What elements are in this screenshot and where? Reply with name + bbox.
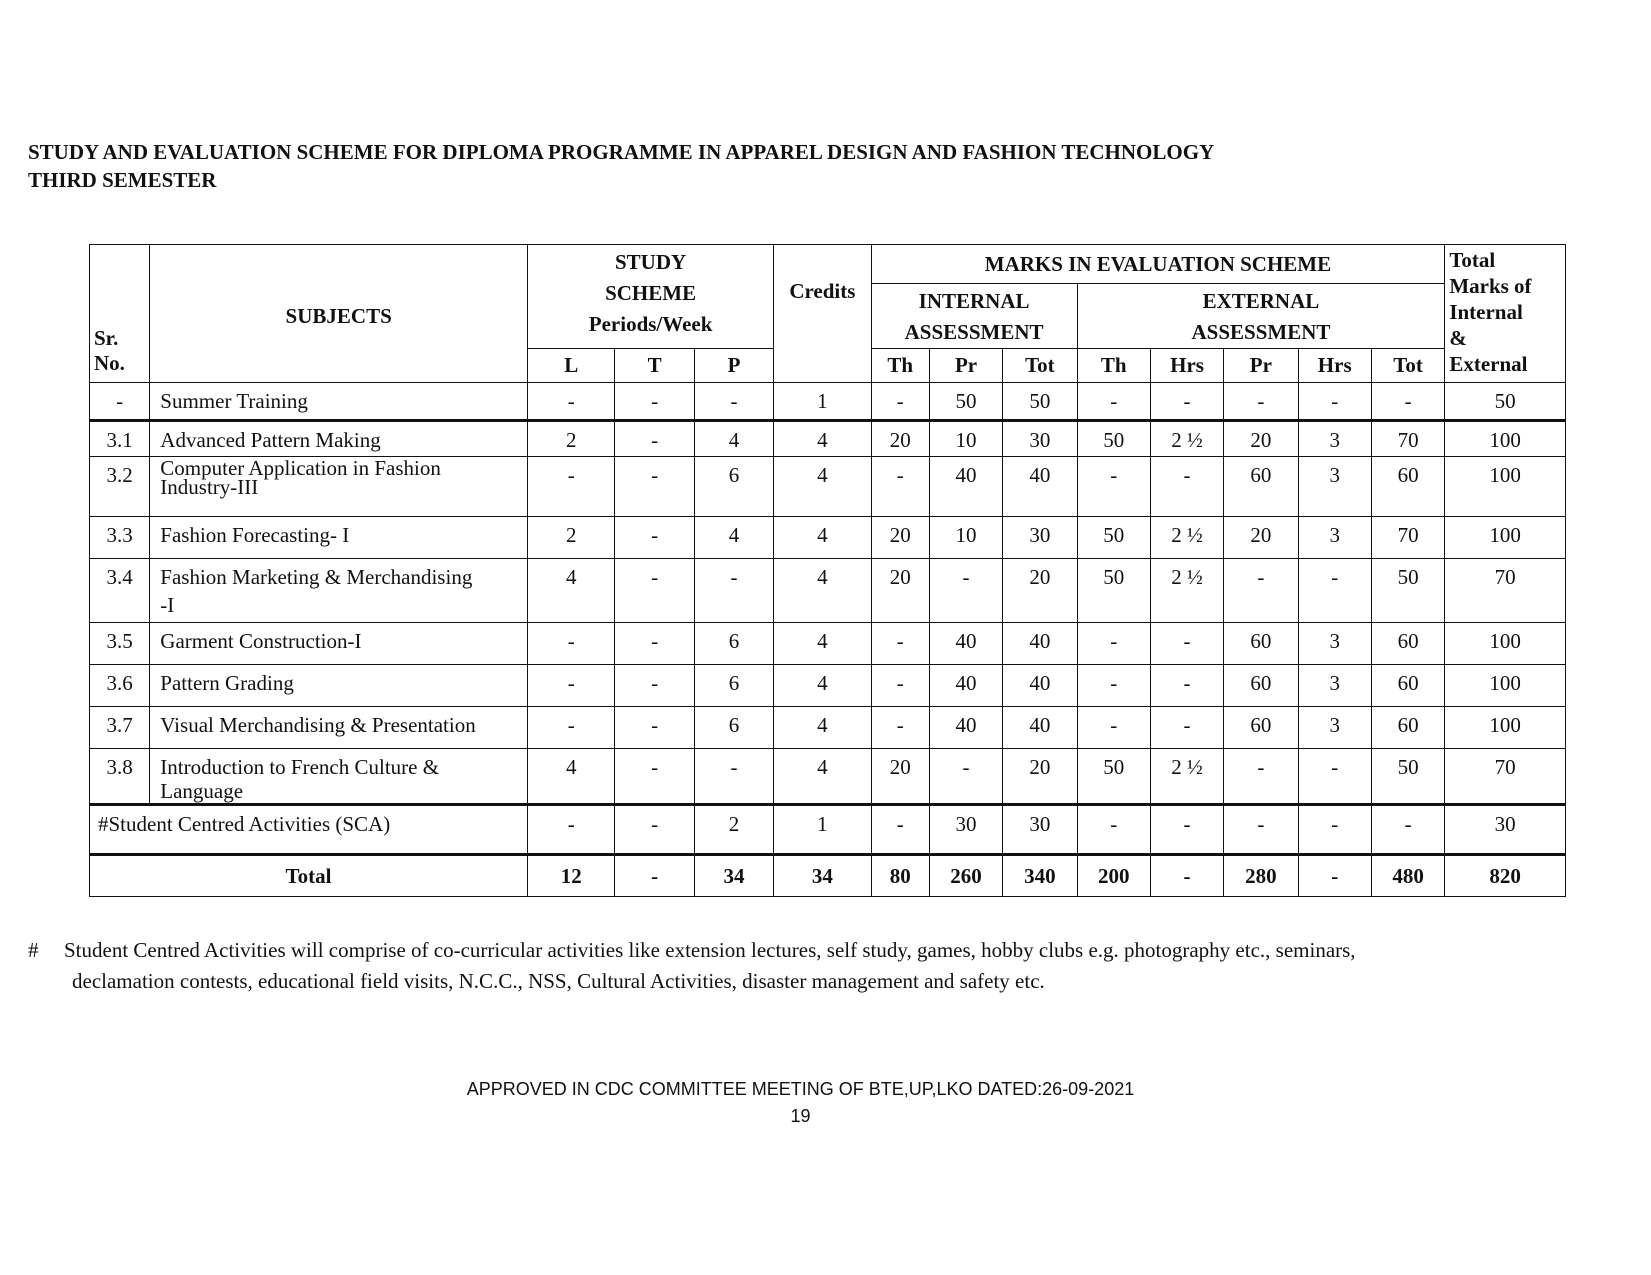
external-practical-cell: 60 — [1224, 457, 1298, 517]
internal-total-cell: 40 — [1003, 707, 1077, 749]
total-marks-cell: 100 — [1445, 665, 1566, 707]
internal-theory-cell: - — [871, 457, 929, 517]
credits-cell: 4 — [774, 421, 871, 457]
external-theory-cell: 50 — [1077, 421, 1150, 457]
total-marks-cell: 70 — [1445, 559, 1566, 623]
external-practical-hours-cell: 3 — [1298, 517, 1371, 559]
external-theory-cell: - — [1077, 665, 1150, 707]
external-theory-hours-cell: - — [1150, 805, 1223, 855]
footnote-marker: # — [28, 938, 39, 962]
subject-cell — [150, 517, 528, 559]
internal-practical-cell: 30 — [929, 805, 1002, 855]
external-total-cell: 70 — [1371, 517, 1444, 559]
table-row — [90, 665, 1566, 707]
table-row — [90, 749, 1566, 805]
subject-cell — [150, 383, 528, 421]
title-line-2: THIRD SEMESTER — [28, 168, 217, 192]
credits-cell: 4 — [774, 623, 871, 665]
subject-line-2: Industry-III — [160, 475, 259, 499]
internal-practical-cell: 10 — [929, 421, 1002, 457]
subject-line-1: Pattern Grading — [160, 671, 294, 695]
external-theory-hours-cell: 2 ½ — [1150, 559, 1223, 623]
subject-line-1: Advanced Pattern Making — [160, 428, 381, 452]
total-header-line-3: Internal — [1449, 300, 1523, 324]
internal-total-cell: 20 — [1003, 559, 1077, 623]
external-practical-cell: - — [1224, 749, 1298, 805]
tutorial-cell: - — [615, 517, 694, 559]
external-practical-cell: 60 — [1224, 707, 1298, 749]
external-total-header: Tot — [1371, 349, 1444, 383]
lecture-cell: 4 — [528, 749, 615, 805]
subject-cell — [150, 707, 528, 749]
total-header-line-2: Marks of — [1449, 274, 1532, 298]
external-practical-hours-cell: - — [1298, 805, 1371, 855]
total-marks-cell: 50 — [1445, 383, 1566, 421]
external-total-cell: 50 — [1371, 749, 1444, 805]
study-header-line-2: SCHEME — [605, 281, 697, 305]
external-theory-total-cell: 200 — [1077, 855, 1150, 897]
sr-header-line-2: No. — [94, 351, 125, 375]
subject-line-1: Introduction to French Culture & — [160, 755, 440, 779]
practical-header: P — [694, 349, 773, 383]
tutorial-cell: - — [615, 749, 694, 805]
subject-line-1: Fashion Marketing & Merchandising — [160, 565, 473, 589]
practical-cell: 6 — [694, 457, 773, 517]
external-total-cell: 60 — [1371, 707, 1444, 749]
external-theory-hours-header: Hrs — [1150, 349, 1223, 383]
total-header-line-4: & — [1449, 326, 1467, 350]
external-practical-cell: 20 — [1224, 517, 1298, 559]
tutorial-cell: - — [615, 805, 694, 855]
external-theory-header: Th — [1077, 349, 1150, 383]
internal-practical-cell: 50 — [929, 383, 1002, 421]
external-theory-hours-cell: - — [1150, 707, 1223, 749]
subject-cell — [150, 623, 528, 665]
external-theory-cell: 50 — [1077, 559, 1150, 623]
study-scheme-header — [528, 245, 774, 349]
total-marks-cell: 30 — [1445, 805, 1566, 855]
internal-theory-cell: - — [871, 805, 929, 855]
external-total-total-cell: 480 — [1371, 855, 1444, 897]
external-theory-hours-cell: - — [1150, 383, 1223, 421]
subject-line-1: Computer Application in Fashion — [160, 456, 441, 480]
external-practical-hours-cell: 3 — [1298, 707, 1371, 749]
table-row — [90, 623, 1566, 665]
external-header-line-1: EXTERNAL — [1202, 289, 1320, 313]
external-practical-hours-cell: - — [1298, 383, 1371, 421]
external-practical-cell: 60 — [1224, 623, 1298, 665]
internal-total-cell: 30 — [1003, 421, 1077, 457]
internal-practical-total-cell: 260 — [929, 855, 1002, 897]
total-marks-cell: 100 — [1445, 707, 1566, 749]
study-header-line-3: Periods/Week — [588, 312, 713, 336]
external-theory-hours-cell: - — [1150, 457, 1223, 517]
sr-no-cell: 3.6 — [90, 665, 150, 707]
subject-line-1: Summer Training — [160, 389, 308, 413]
internal-theory-cell: 20 — [871, 749, 929, 805]
external-practical-hours-cell: 3 — [1298, 457, 1371, 517]
credits-header: Credits — [774, 245, 871, 383]
tutorial-cell: - — [615, 383, 694, 421]
external-theory-hours-cell: 2 ½ — [1150, 517, 1223, 559]
practical-cell: 4 — [694, 517, 773, 559]
internal-header-line-2: ASSESSMENT — [904, 320, 1044, 344]
credits-cell: 4 — [774, 749, 871, 805]
credits-cell: 4 — [774, 457, 871, 517]
external-total-cell: - — [1371, 805, 1444, 855]
internal-total-cell: 30 — [1003, 805, 1077, 855]
external-practical-cell: - — [1224, 805, 1298, 855]
credits-total-cell: 34 — [774, 855, 871, 897]
external-practical-cell: - — [1224, 383, 1298, 421]
subject-line-1: Garment Construction-I — [160, 629, 362, 653]
credits-cell: 4 — [774, 665, 871, 707]
page-footer — [0, 1076, 1601, 1130]
total-row — [90, 855, 1566, 897]
credits-cell: 1 — [774, 383, 871, 421]
subject-line-2: -I — [160, 593, 175, 617]
total-header-line-1: Total — [1449, 248, 1496, 272]
sca-row — [90, 805, 1566, 855]
external-theory-cell: - — [1077, 805, 1150, 855]
sr-no-cell: 3.8 — [90, 749, 150, 805]
external-theory-cell: - — [1077, 623, 1150, 665]
external-theory-cell: - — [1077, 383, 1150, 421]
subject-cell — [150, 421, 528, 457]
internal-practical-cell: 10 — [929, 517, 1002, 559]
lecture-cell: 4 — [528, 559, 615, 623]
tutorial-header: T — [615, 349, 694, 383]
sr-no-cell: 3.5 — [90, 623, 150, 665]
lecture-cell: - — [528, 707, 615, 749]
subjects-header: SUBJECTS — [150, 245, 528, 383]
internal-practical-cell: 40 — [929, 665, 1002, 707]
tutorial-cell: - — [615, 665, 694, 707]
internal-theory-cell: - — [871, 383, 929, 421]
external-theory-hours-total-cell: - — [1150, 855, 1223, 897]
external-practical-hours-total-cell: - — [1298, 855, 1371, 897]
internal-header-line-1: INTERNAL — [918, 289, 1030, 313]
tutorial-cell: - — [615, 707, 694, 749]
external-total-cell: - — [1371, 383, 1444, 421]
sr-no-header — [90, 245, 150, 383]
internal-total-cell: 20 — [1003, 749, 1077, 805]
title-line-1: STUDY AND EVALUATION SCHEME FOR DIPLOMA PROGRAMME IN APPAREL DESIGN AND FASHION TECHNOLOGY — [28, 140, 1215, 164]
sr-no-cell: 3.3 — [90, 517, 150, 559]
internal-theory-cell: - — [871, 623, 929, 665]
credits-cell: 4 — [774, 559, 871, 623]
external-practical-total-cell: 280 — [1224, 855, 1298, 897]
lecture-total-cell: 12 — [528, 855, 615, 897]
external-practical-hours-cell: 3 — [1298, 421, 1371, 457]
subject-line-2: Language — [160, 779, 244, 803]
external-practical-hours-cell: 3 — [1298, 623, 1371, 665]
external-practical-cell: - — [1224, 559, 1298, 623]
subject-cell — [150, 749, 528, 805]
header-row-1 — [90, 245, 1566, 284]
external-theory-hours-cell: - — [1150, 623, 1223, 665]
internal-practical-cell: 40 — [929, 623, 1002, 665]
external-total-cell: 70 — [1371, 421, 1444, 457]
table-row — [90, 457, 1566, 517]
external-theory-cell: - — [1077, 707, 1150, 749]
practical-cell: 4 — [694, 421, 773, 457]
subject-cell — [150, 559, 528, 623]
tutorial-cell: - — [615, 457, 694, 517]
internal-assessment-header — [871, 284, 1077, 349]
tutorial-cell: - — [615, 559, 694, 623]
table-row — [90, 421, 1566, 457]
table-row — [90, 707, 1566, 749]
internal-practical-cell: - — [929, 749, 1002, 805]
study-header-line-1: STUDY — [615, 250, 687, 274]
footnote-line-1: Student Centred Activities will comprise of co-curricular activities like extension lectures, self study, games, hobby clubs e.g. photography etc., seminars, — [64, 938, 1356, 962]
tutorial-cell: - — [615, 421, 694, 457]
total-marks-cell: 100 — [1445, 421, 1566, 457]
internal-total-total-cell: 340 — [1003, 855, 1077, 897]
total-marks-cell: 100 — [1445, 623, 1566, 665]
external-total-cell: 60 — [1371, 665, 1444, 707]
practical-cell: - — [694, 383, 773, 421]
external-header-line-2: ASSESSMENT — [1191, 320, 1331, 344]
lecture-header: L — [528, 349, 615, 383]
lecture-cell: 2 — [528, 517, 615, 559]
lecture-cell: 2 — [528, 421, 615, 457]
external-theory-hours-cell: 2 ½ — [1150, 421, 1223, 457]
practical-cell: 6 — [694, 665, 773, 707]
footnote-line-2: declamation contests, educational field visits, N.C.C., NSS, Cultural Activities, disaster management and safety etc. — [72, 969, 1045, 993]
external-practical-hours-cell: - — [1298, 559, 1371, 623]
sr-no-cell: - — [90, 383, 150, 421]
document-title — [28, 138, 1214, 194]
external-practical-hours-cell: 3 — [1298, 665, 1371, 707]
subject-line-1: Visual Merchandising & Presentation — [160, 713, 476, 737]
sr-no-cell: 3.7 — [90, 707, 150, 749]
external-practical-header: Pr — [1224, 349, 1298, 383]
lecture-cell: - — [528, 665, 615, 707]
total-marks-header — [1445, 245, 1566, 383]
sr-header-line-1: Sr. — [94, 326, 119, 350]
internal-theory-cell: - — [871, 665, 929, 707]
external-practical-cell: 20 — [1224, 421, 1298, 457]
internal-theory-header: Th — [871, 349, 929, 383]
credits-cell: 4 — [774, 517, 871, 559]
internal-total-header: Tot — [1003, 349, 1077, 383]
internal-total-cell: 50 — [1003, 383, 1077, 421]
external-total-cell: 60 — [1371, 457, 1444, 517]
evaluation-scheme-table — [89, 244, 1566, 897]
table-row — [90, 559, 1566, 623]
external-practical-hours-cell: - — [1298, 749, 1371, 805]
practical-cell: 2 — [694, 805, 773, 855]
total-marks-cell: 100 — [1445, 517, 1566, 559]
internal-theory-total-cell: 80 — [871, 855, 929, 897]
external-total-cell: 50 — [1371, 559, 1444, 623]
sca-label-cell: #Student Centred Activities (SCA) — [90, 805, 528, 855]
internal-theory-cell: - — [871, 707, 929, 749]
external-theory-cell: 50 — [1077, 517, 1150, 559]
marks-header: MARKS IN EVALUATION SCHEME — [871, 245, 1445, 284]
practical-cell: 6 — [694, 623, 773, 665]
grand-total-cell: 820 — [1445, 855, 1566, 897]
internal-practical-cell: 40 — [929, 457, 1002, 517]
credits-cell: 4 — [774, 707, 871, 749]
external-theory-hours-cell: - — [1150, 665, 1223, 707]
internal-total-cell: 30 — [1003, 517, 1077, 559]
tutorial-cell: - — [615, 623, 694, 665]
lecture-cell: - — [528, 457, 615, 517]
external-practical-cell: 60 — [1224, 665, 1298, 707]
total-label-cell: Total — [90, 855, 528, 897]
internal-theory-cell: 20 — [871, 517, 929, 559]
sr-no-cell: 3.2 — [90, 457, 150, 517]
subject-cell — [150, 457, 528, 517]
practical-cell: - — [694, 559, 773, 623]
lecture-cell: - — [528, 805, 615, 855]
sr-no-cell: 3.1 — [90, 421, 150, 457]
table-row — [90, 383, 1566, 421]
tutorial-total-cell: - — [615, 855, 694, 897]
total-marks-cell: 70 — [1445, 749, 1566, 805]
practical-total-cell: 34 — [694, 855, 773, 897]
external-theory-cell: - — [1077, 457, 1150, 517]
internal-total-cell: 40 — [1003, 665, 1077, 707]
sr-no-cell: 3.4 — [90, 559, 150, 623]
approval-note: APPROVED IN CDC COMMITTEE MEETING OF BTE,UP,LKO DATED:26-09-2021 — [466, 1079, 1135, 1099]
total-header-line-5: External — [1449, 352, 1528, 376]
subject-cell — [150, 665, 528, 707]
table-row — [90, 517, 1566, 559]
internal-total-cell: 40 — [1003, 623, 1077, 665]
practical-cell: 6 — [694, 707, 773, 749]
internal-practical-cell: - — [929, 559, 1002, 623]
internal-practical-header: Pr — [929, 349, 1002, 383]
internal-total-cell: 40 — [1003, 457, 1077, 517]
lecture-cell: - — [528, 623, 615, 665]
external-assessment-header — [1077, 284, 1445, 349]
external-theory-hours-cell: 2 ½ — [1150, 749, 1223, 805]
practical-cell: - — [694, 749, 773, 805]
internal-theory-cell: 20 — [871, 559, 929, 623]
page-number: 19 — [790, 1106, 811, 1126]
external-total-cell: 60 — [1371, 623, 1444, 665]
internal-theory-cell: 20 — [871, 421, 929, 457]
total-marks-cell: 100 — [1445, 457, 1566, 517]
lecture-cell: - — [528, 383, 615, 421]
internal-practical-cell: 40 — [929, 707, 1002, 749]
external-practical-hours-header: Hrs — [1298, 349, 1371, 383]
subject-line-1: Fashion Forecasting- I — [160, 523, 350, 547]
external-theory-cell: 50 — [1077, 749, 1150, 805]
credits-cell: 1 — [774, 805, 871, 855]
